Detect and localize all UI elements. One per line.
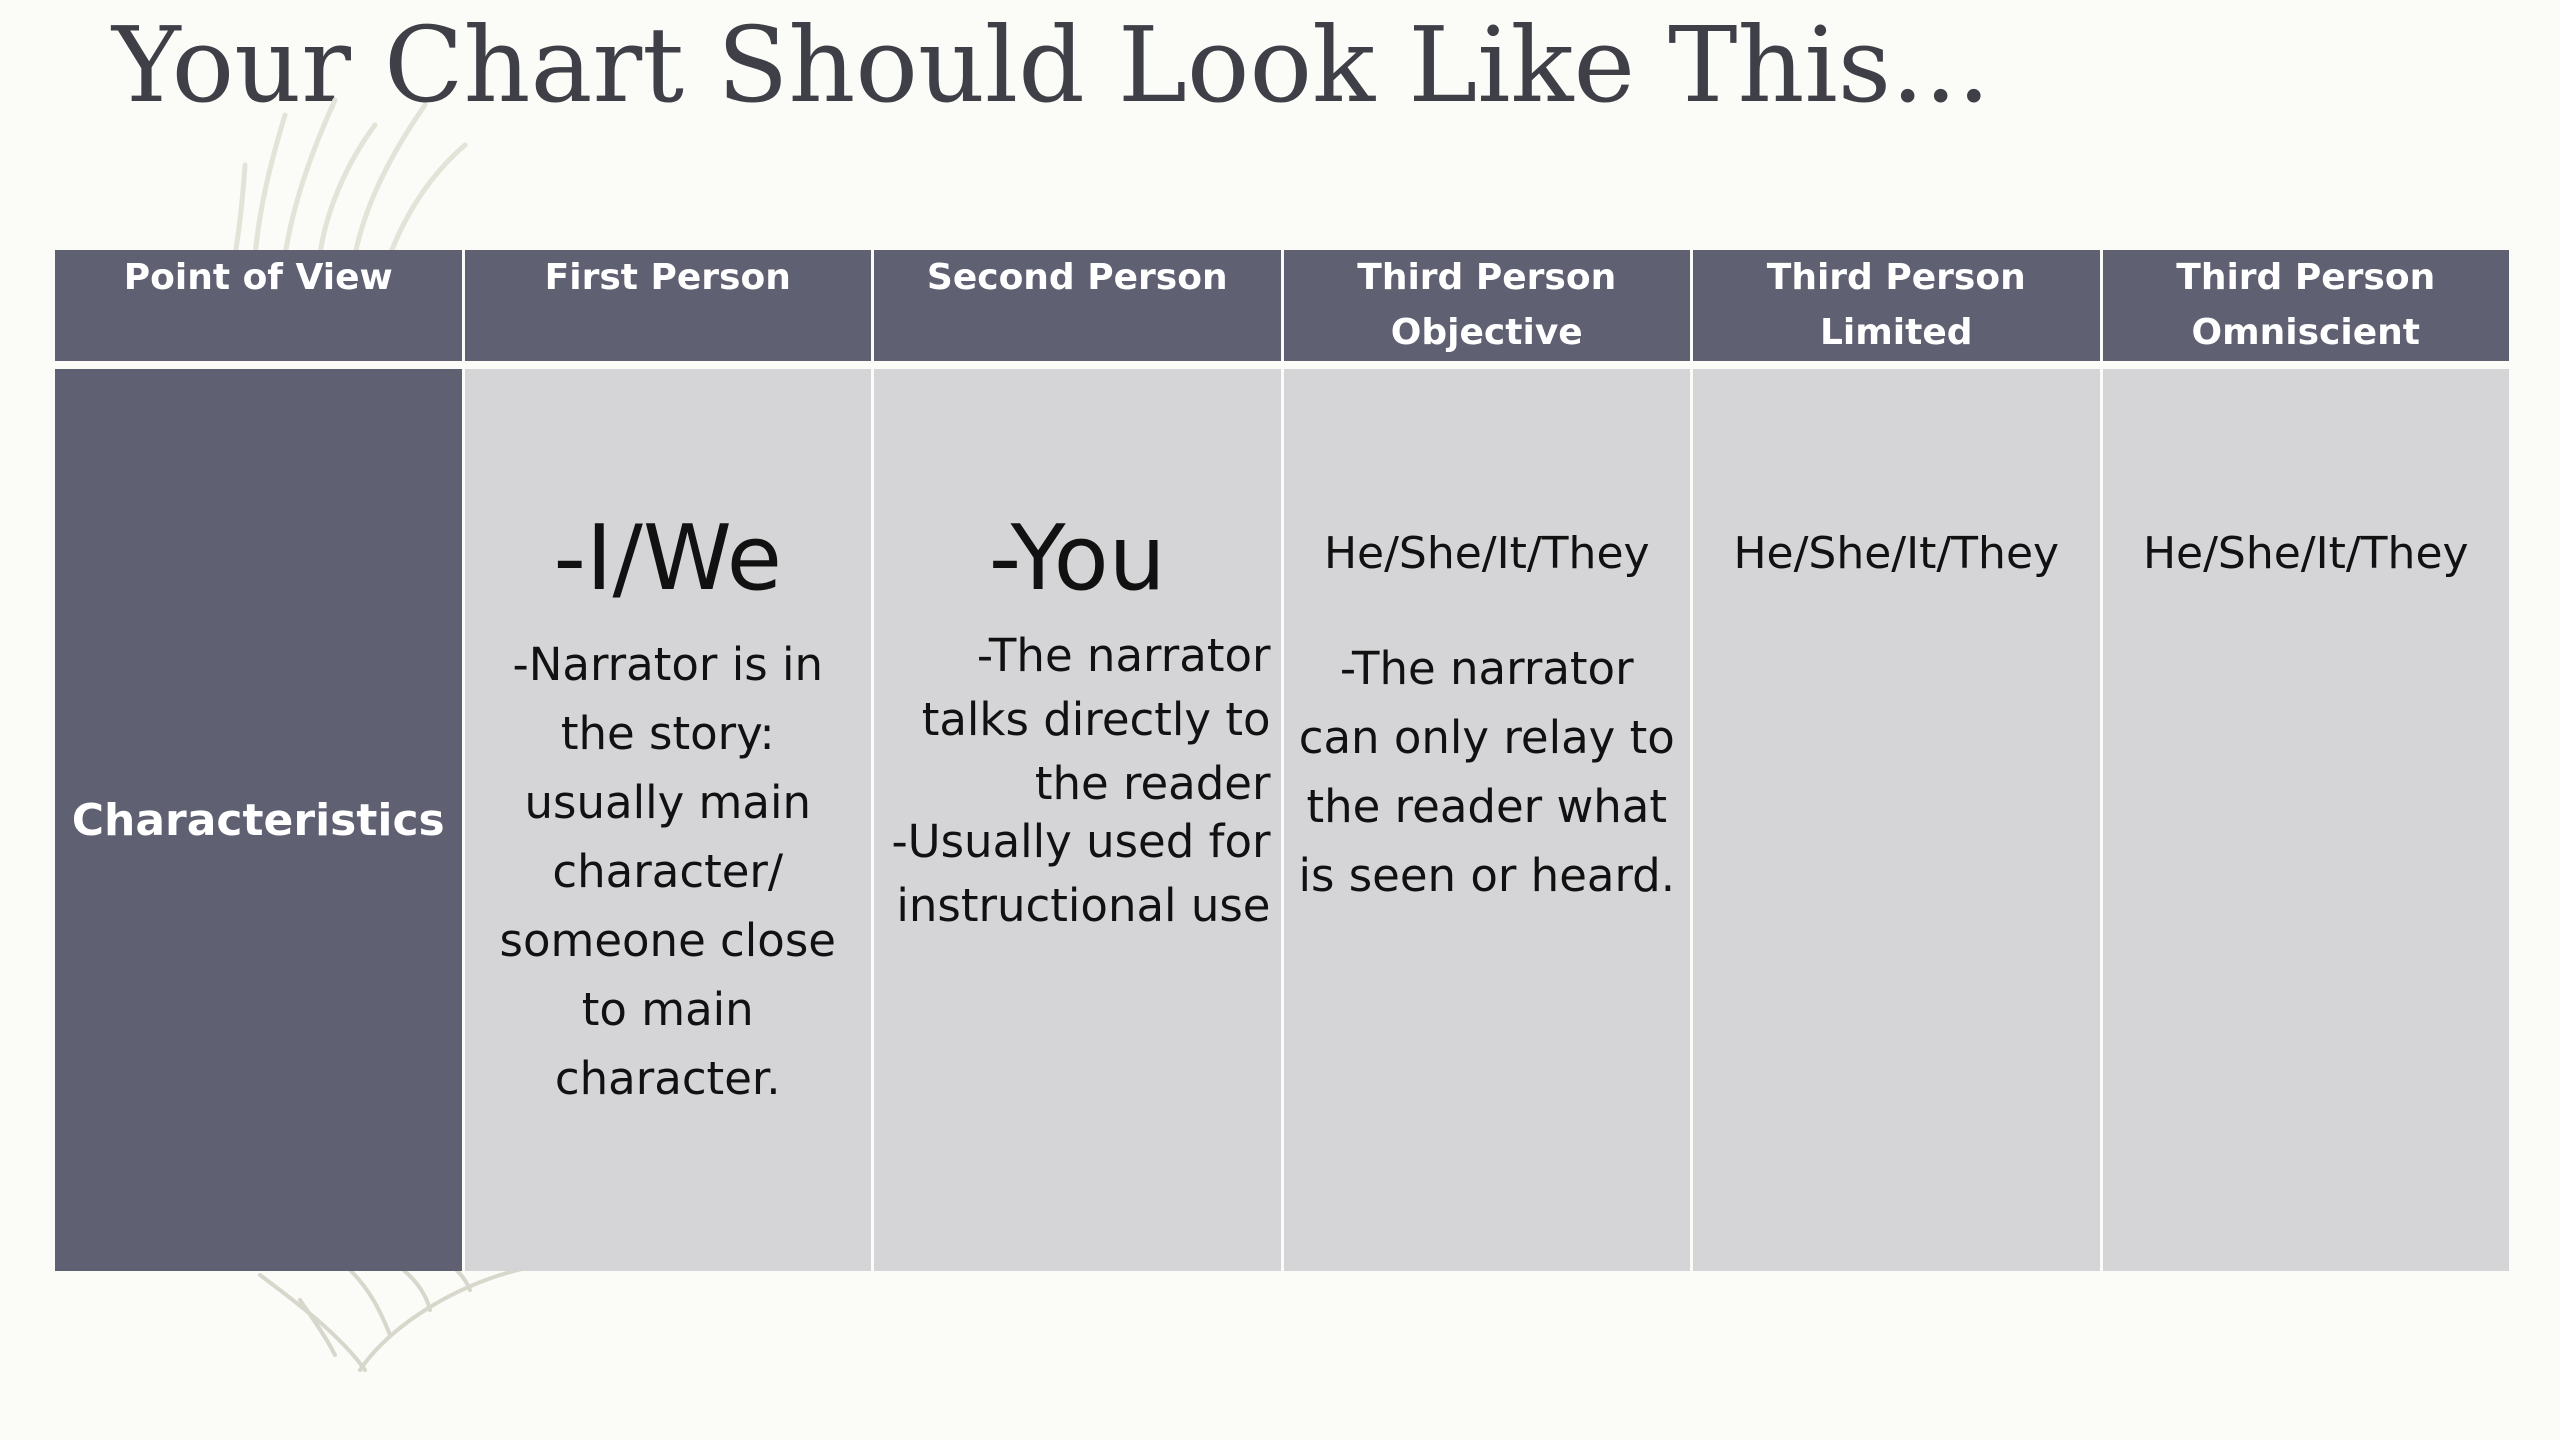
second-person-description-1: -The narrator talks directly to the reader xyxy=(921,629,1271,810)
second-person-pronoun: -You xyxy=(988,506,1166,611)
first-person-description: -Narrator is in the story: usually main character/ someone close to main character. xyxy=(499,638,836,1105)
header-third-person-omniscient: Third Person Omniscient xyxy=(2103,250,2510,369)
header-row xyxy=(55,250,2509,369)
decorative-leaf-icon xyxy=(240,1255,560,1375)
header-second-person: Second Person xyxy=(874,250,1281,369)
cell-second-person xyxy=(874,369,1281,1271)
third-person-limited-pronoun: He/She/It/They xyxy=(1733,528,2060,579)
second-person-description-2: -Usually used for instructional use xyxy=(891,815,1271,932)
header-first-person: First Person xyxy=(465,250,872,369)
pov-chart-table xyxy=(52,250,2512,1271)
cell-third-person-objective xyxy=(1284,369,1691,1271)
cell-third-person-limited xyxy=(1693,369,2100,1271)
characteristics-row xyxy=(55,369,2509,1271)
first-person-pronoun: -I/We xyxy=(553,506,782,611)
cell-third-person-omniscient xyxy=(2103,369,2510,1271)
slide-title: Your Chart Should Look Like This... xyxy=(112,4,1991,126)
third-person-objective-pronoun: He/She/It/They xyxy=(1323,528,1650,579)
header-third-person-objective: Third Person Objective xyxy=(1284,250,1691,369)
header-point-of-view: Point of View xyxy=(55,250,462,369)
header-third-person-limited: Third Person Limited xyxy=(1693,250,2100,369)
third-person-omniscient-pronoun: He/She/It/They xyxy=(2142,528,2469,579)
cell-first-person xyxy=(465,369,872,1271)
row-label-characteristics: Characteristics xyxy=(55,369,462,1271)
third-person-objective-description: -The narrator can only relay to the reader what is seen or heard. xyxy=(1298,642,1676,902)
